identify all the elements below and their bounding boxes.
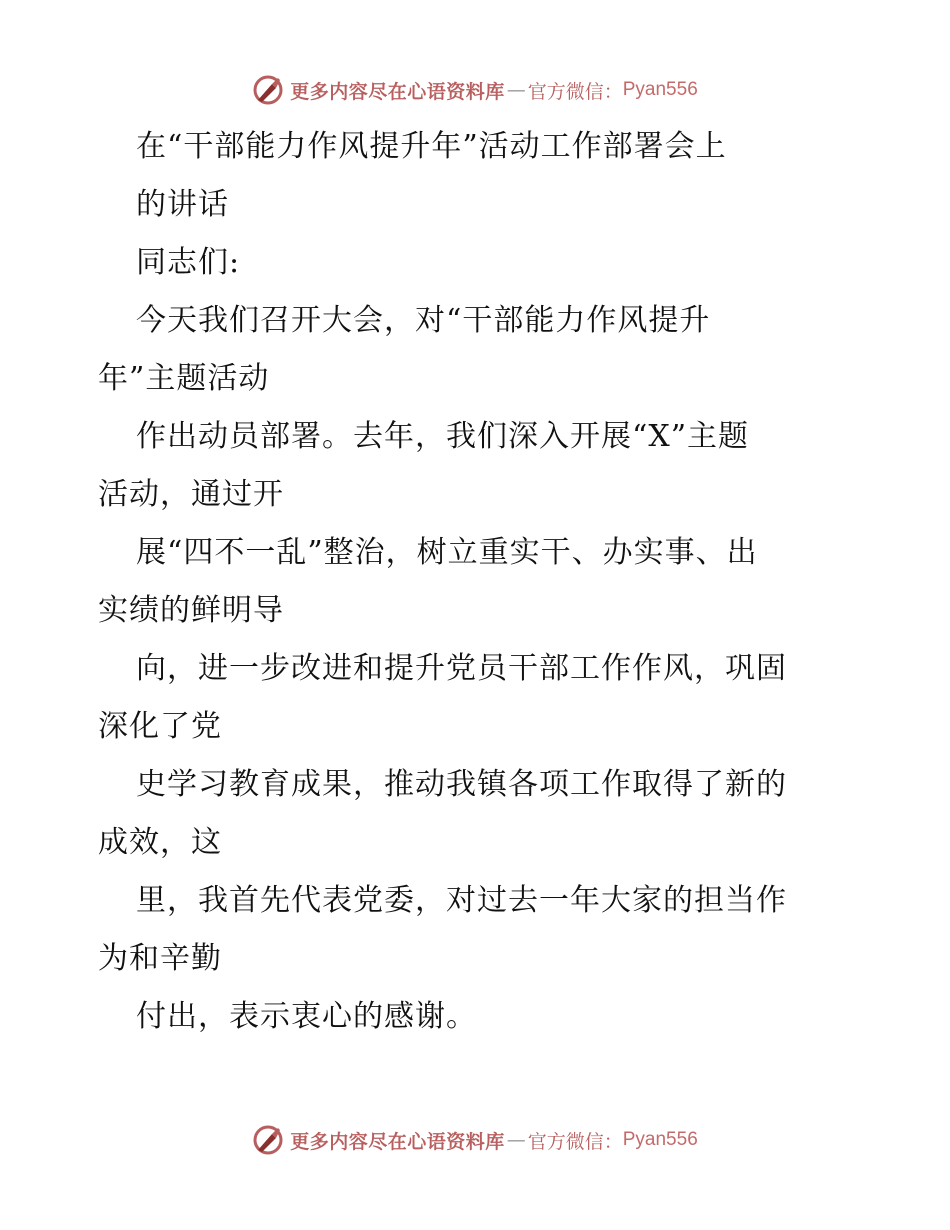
- banner-wechat-id: Pyan556: [622, 79, 698, 100]
- title-line-1: 在“干部能力作风提升年”活动工作部署会上: [136, 129, 727, 164]
- footer-banner: [0, 1120, 950, 1160]
- pen-circle-logo-icon: [252, 74, 284, 106]
- paragraph-line: 实绩的鲜明导: [98, 593, 284, 628]
- paragraph-line: 今天我们召开大会，对“干部能力作风提升: [136, 303, 711, 338]
- paragraph-line: 里，我首先代表党委，对过去一年大家的担当作: [136, 883, 787, 918]
- banner-wechat-label: 官方微信：: [527, 1130, 623, 1153]
- banner-promo-text: 更多内容尽在心语资料库: [290, 1130, 505, 1153]
- paragraph-line: 向，进一步改进和提升党员干部工作作风，巩固: [136, 651, 787, 686]
- banner-dash: —: [506, 1129, 526, 1151]
- banner-wechat-id: Pyan556: [622, 1129, 698, 1150]
- paragraph-line: 深化了党: [98, 709, 222, 744]
- banner-wechat-label: 官方微信：: [527, 80, 623, 103]
- paragraph-line: 活动，通过开: [98, 477, 284, 512]
- document-body: [98, 118, 858, 1046]
- salutation: 同志们:: [136, 245, 241, 280]
- banner-dash: —: [506, 79, 526, 101]
- paragraph-line: 为和辛勤: [98, 941, 222, 976]
- header-banner: [0, 70, 950, 110]
- paragraph-line: 作出动员部署。去年，我们深入开展“X”主题: [136, 419, 750, 454]
- paragraph-line: 展“四不一乱”整治，树立重实干、办实事、出: [136, 535, 758, 570]
- paragraph-line: 史学习教育成果，推动我镇各项工作取得了新的: [136, 767, 787, 802]
- paragraph-line: 成效，这: [98, 825, 222, 860]
- banner-promo-text: 更多内容尽在心语资料库: [290, 80, 505, 103]
- paragraph-line: 年”主题活动: [98, 361, 270, 396]
- pen-circle-logo-icon: [252, 1124, 284, 1156]
- title-line-2: 的讲话: [136, 187, 229, 222]
- paragraph-line: 付出，表示衷心的感谢。: [136, 999, 477, 1034]
